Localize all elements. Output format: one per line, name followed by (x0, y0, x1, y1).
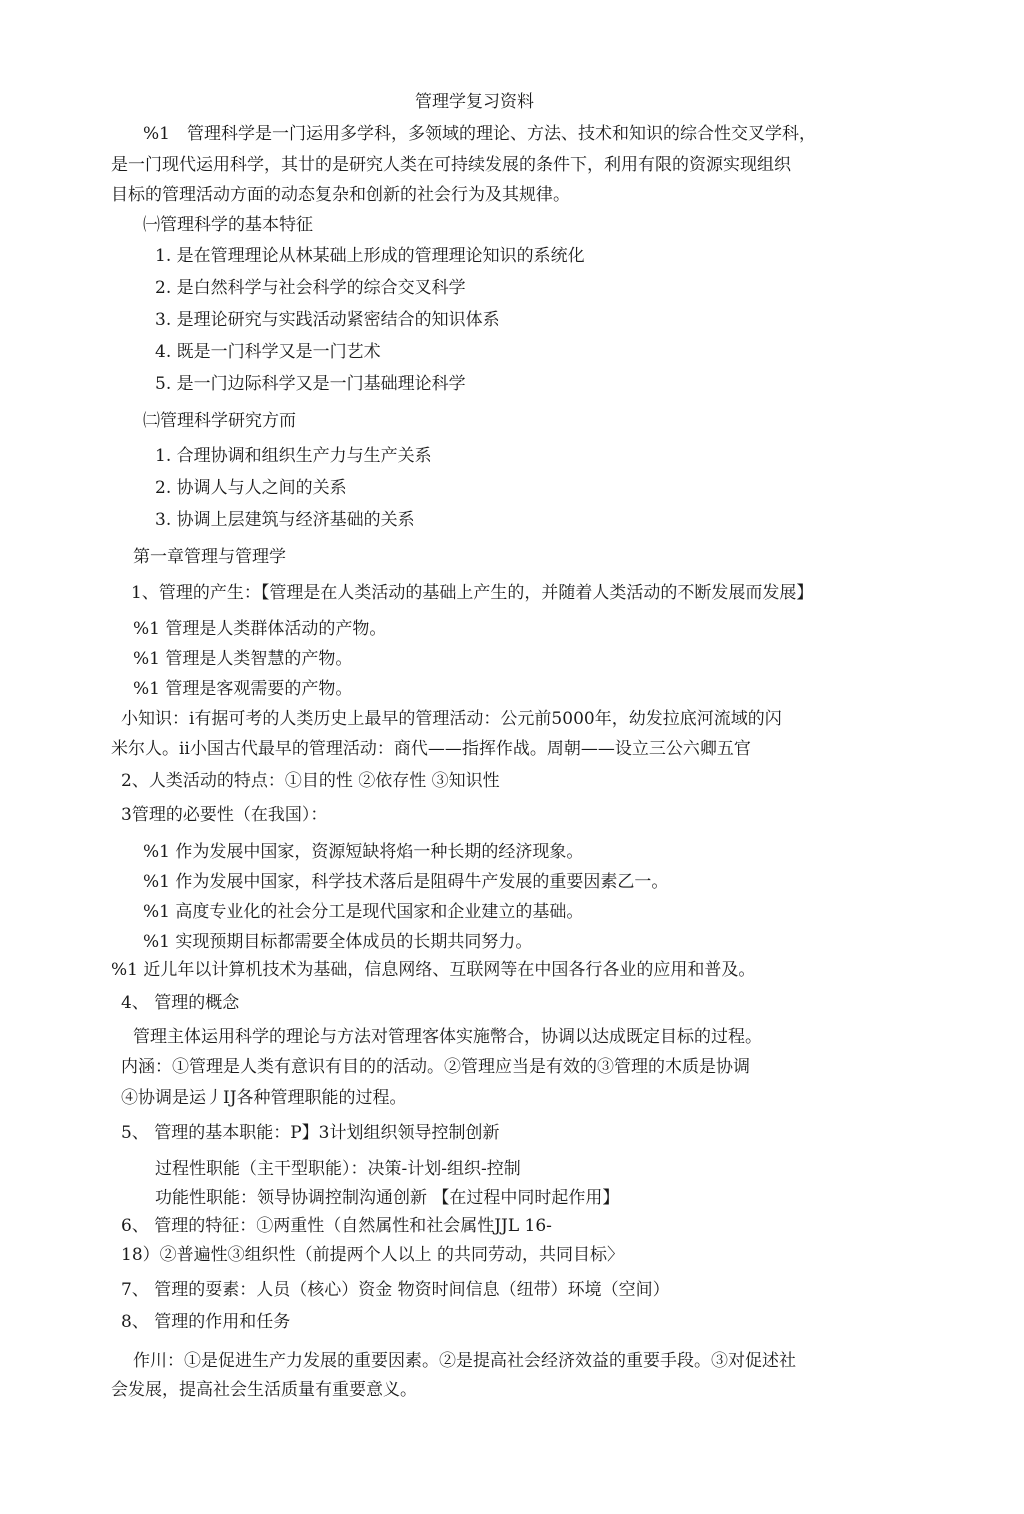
text-line: 4. 既是一门科学又是一门艺术 (155, 342, 381, 362)
text-line: 2. 协调人与人之间的关系 (155, 478, 347, 498)
text-line: 管理主体运用科学的理论与方法对管理客体实施幣合，协调以达成既定目标的过程。 (133, 1027, 762, 1047)
text-line: 3. 是理论研究与实践活动紧密结合的知识体系 (155, 310, 500, 330)
text-line: ㈡管理科学研究方而 (143, 411, 296, 431)
text-line: 8、 管理的作用和任务 (121, 1312, 291, 1332)
text-line: %1 管理是客观需要的产物。 (133, 679, 353, 699)
text-line: 第一章管理与管理学 (133, 547, 286, 567)
text-line: %1 管理是人类智慧的产物。 (133, 649, 353, 669)
text-line: %1 实现预期目标都需要全体成员的长期共同努力。 (143, 932, 533, 952)
text-line: 18）②普遍性③组织性（前提两个人以上 的共同劳动，共同目标〉 (121, 1245, 625, 1265)
text-line: 2. 是白然科学与社会科学的综合交叉科学 (155, 278, 466, 298)
text-line: 1. 是在管理理论从林某础上形成的管理理论知识的系统化 (155, 246, 585, 266)
text-line: %1 近儿年以计算机技术为基础，信息网络、互联网等在中国各行各业的应用和普及。 (111, 960, 756, 980)
text-line: 过程性职能（主干型职能）：决策-计划-组织-控制 (155, 1159, 521, 1179)
text-line: 1、管理的产生：【管理是在人类活动的基础上产生的，并随着人类活动的不断发展而发展】 (131, 583, 814, 603)
text-line: ④协调是运丿IJ各种管理职能的过程。 (121, 1088, 407, 1108)
text-line: 内涵：①管理是人类有意识有目的的活动。②管理应当是有效的③管理的木质是协调 (121, 1057, 750, 1077)
text-line: 功能性职能：领导协调控制沟通创新 【在过程中同时起作用】 (155, 1188, 620, 1208)
text-line: 米尔人。ii小国古代最早的管理活动：商代——指挥作战。周朝——设立三公六卿五官 (111, 739, 751, 759)
text-line: %1 作为发展中国家，资源短缺将焰一种长期的经济现象。 (143, 842, 584, 862)
text-line: 2、人类活动的特点：①目的性 ②依存性 ③知识性 (121, 771, 500, 791)
text-line: %1 作为发展中国家，科学技术落后是阻碍牛产发展的重要因素乙一。 (143, 872, 669, 892)
text-line: 作川：①是促进生产力发展的重要因素。②是提高社会经济效益的重要手段。③对促述社 (133, 1351, 796, 1371)
text-line: 目标的管理活动方面的动态复杂和创新的社会行为及其规律。 (111, 185, 570, 205)
text-line: 会发展，提高社会生活质量有重要意义。 (111, 1380, 417, 1400)
text-line: 5、 管理的基本职能：P】3计划组织领导控制创新 (121, 1123, 500, 1143)
text-line: 小知识：i有据可考的人类历史上最早的管理活动：公元前5000年，幼发拉底河流域的闪 (121, 709, 782, 729)
text-line: 1. 合理协调和组织生产力与生产关系 (155, 446, 432, 466)
text-line: %1 管理是人类群体活动的产物。 (133, 619, 387, 639)
text-line: 是一门现代运用科学，其廿的是研究人类在可持续发展的条件下，利用有限的资源实现组织 (111, 155, 791, 175)
text-line: %1 管理科学是一门运用多学科，多领域的理论、方法、技术和知识的综合性交叉学科， (143, 124, 816, 144)
document-title: 管理学复习资料 (415, 92, 534, 112)
text-line: 6、 管理的特征：①两重性（自然属性和社会属性JJL 16- (121, 1216, 552, 1236)
text-line: 7、 管理的耍素：人员（核心）资金 物资时间信息（纽带）环境（空间） (121, 1280, 670, 1300)
text-line: %1 高度专业化的社会分工是现代国家和企业建立的基础。 (143, 902, 584, 922)
text-line: 4、 管理的概念 (121, 993, 240, 1013)
text-line: 3管理的必要性（在我国）： (121, 805, 328, 825)
text-line: 3. 协调上层建筑与经济基础的关系 (155, 510, 415, 530)
text-line: 5. 是一门边际科学又是一门基础理论科学 (155, 374, 466, 394)
text-line: ㈠管理科学的基本特征 (143, 215, 313, 235)
